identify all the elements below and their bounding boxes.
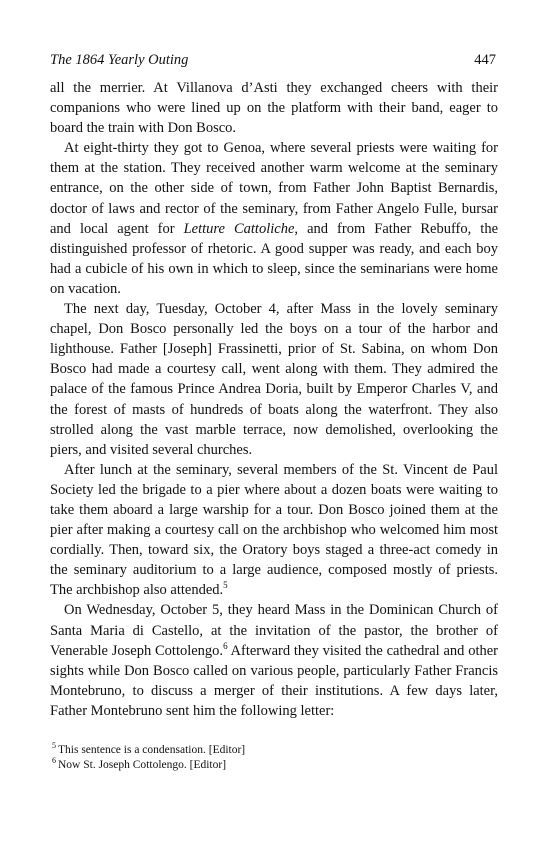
paragraph-text: After lunch at the seminary, several members of the St. Vincent de Paul Society led the brigade to a pier where about a dozen boats were waiting to take them aboard a large warship for a tour. Don Bosco joined them at the pier after making a courtesy call on the archbishop who welcomed him most cordially. Then, toward six, the Oratory boys staged a three-act comedy in the seminary auditorium to a large audience, composed mostly of priests. The archbishop also attended. [50, 461, 498, 599]
paragraph-text: On Wednesday, October 5, they heard Mass in the Dominican Church of Santa Maria di Castello, at the invitation of the pastor, the brother of Venerable Joseph Cottolengo. [50, 602, 498, 659]
paragraph [50, 78, 498, 138]
paragraph [50, 138, 498, 299]
book-page [50, 52, 498, 773]
paragraph-text: The next day, Tuesday, October 4, after Mass in the lovely seminary chapel, Don Bosco personally led the boys on a tour of the harbor and lighthouse. Father [Joseph] Frassinetti, prior of St. Sabina, on whom Don Bosco had made a courtesy call, went along with them. They admired the palace of the famous Prince Andrea Doria, built by Emperor Charles V, and the forest of masts of hundreds of boats along the waterfront. They also strolled along the vast marble terrace, now demolished, overlooking the piers, and visited several churches. [50, 301, 498, 458]
footnote-marker: 5 [52, 741, 56, 751]
paragraph-text: Afterward they visited the cathedral and other sights while Don Bosco called on various people, particularly Father Francis Montebruno, to discuss a merger of their institutions. A few days later, Father Montebruno sent him the following letter: [50, 642, 498, 719]
footnote-text: This sentence is a condensation. [Editor] [58, 744, 246, 756]
footnotes [50, 743, 498, 773]
paragraph-text: At eight-thirty they got to Genoa, where several priests were waiting for them at the station. They received another warm welcome at the seminary entrance, on the other side of town, from Father John Baptist Bernardis, doctor of laws and rector of the seminary, from Father Angelo Fulle, bursar and local agent for [50, 140, 498, 237]
running-head-title: The 1864 Yearly Outing [50, 52, 189, 68]
body-text [50, 78, 498, 721]
paragraph [50, 600, 498, 721]
footnote [52, 758, 498, 773]
italic-title: Letture Cattoliche [183, 220, 295, 237]
footnote-reference: 6 [223, 640, 228, 651]
running-head [50, 52, 498, 74]
footnote [52, 743, 498, 758]
footnote-marker: 6 [52, 756, 56, 766]
page-number: 447 [474, 52, 496, 68]
paragraph [50, 460, 498, 601]
footnote-text: Now St. Joseph Cottolengo. [Editor] [58, 759, 227, 771]
paragraph [50, 299, 498, 460]
paragraph-text: all the merrier. At Villanova d’Asti they exchanged cheers with their companions who were lined up on the platform with their band, eager to board the train with Don Bosco. [50, 80, 498, 137]
footnote-reference: 5 [223, 580, 228, 591]
paragraph-text: , and from Father Rebuffo, the distinguished professor of rhetoric. A good supper was ready, and each boy had a cubicle of his own in which to sleep, since the seminarians were home on vacation. [50, 220, 498, 297]
